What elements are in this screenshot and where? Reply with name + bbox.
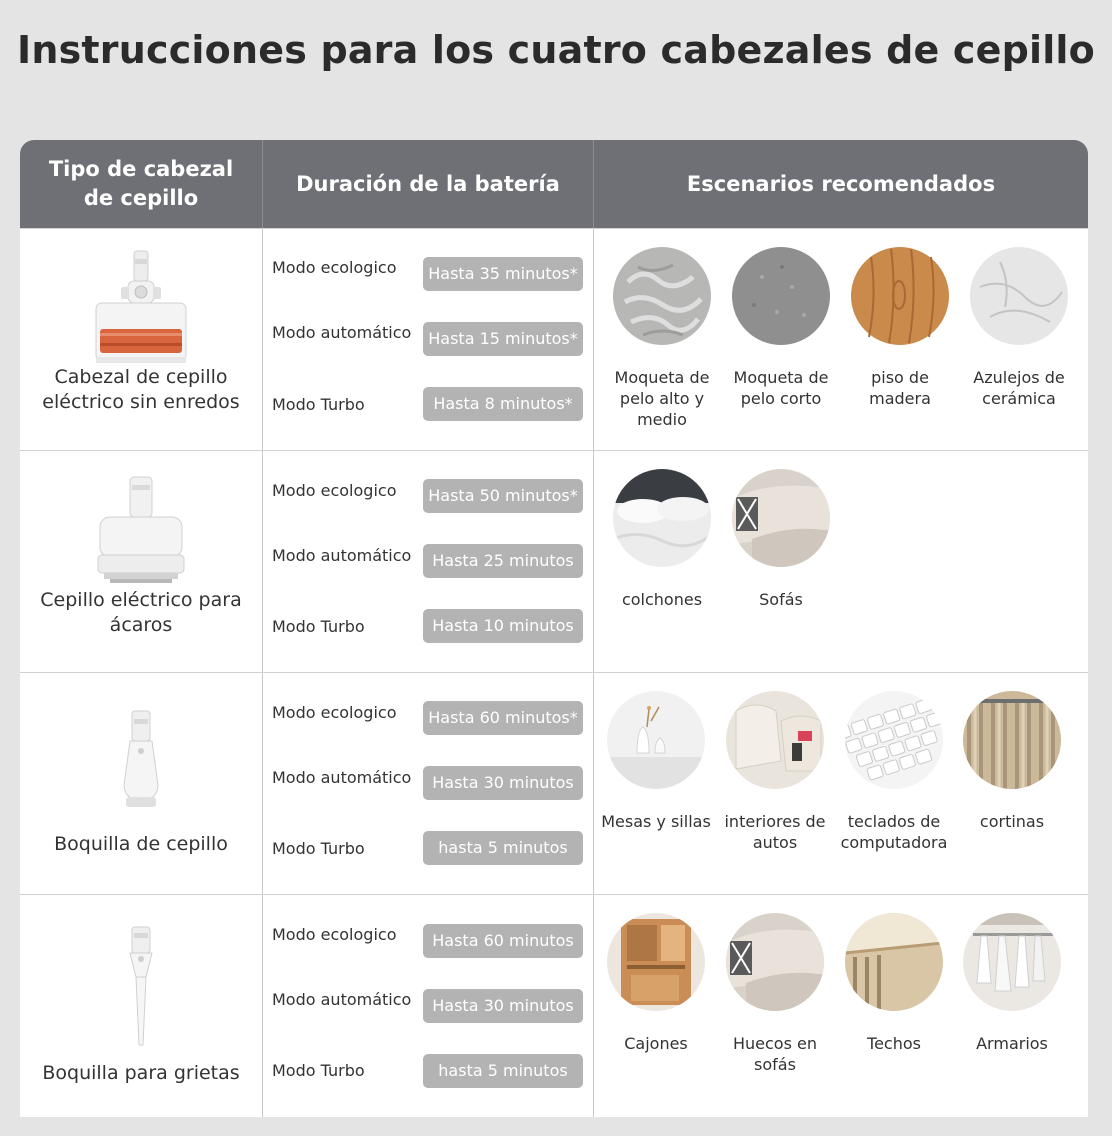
ceiling-image (845, 913, 943, 1011)
brush-head-cell (20, 229, 262, 451)
scenario-item (603, 247, 721, 430)
scenario-label: Moqueta de pelo alto y medio (614, 368, 710, 429)
mode-label: Modo ecologico (272, 481, 397, 500)
battery-time-badge: Hasta 15 minutos* (423, 322, 583, 356)
short-carpet-image (732, 247, 830, 345)
header-battery: Duración de la batería (296, 171, 560, 196)
brush-head-name: Cabezal de cepillo eléctrico sin enredos (42, 366, 240, 413)
scenario-label: Techos (867, 1034, 921, 1053)
table-row (20, 450, 1088, 673)
mode-label: Modo ecologico (272, 258, 397, 277)
brush-head-cell (20, 895, 262, 1117)
battery-time-badge: hasta 5 minutos (423, 831, 583, 865)
scenario-item (603, 469, 721, 610)
battery-time-badge: Hasta 35 minutos* (423, 257, 583, 291)
scenario-item (597, 913, 715, 1054)
battery-time-badge: hasta 5 minutos (423, 1054, 583, 1088)
mode-label: Modo Turbo (272, 1061, 365, 1080)
battery-time-badge: Hasta 50 minutos* (423, 479, 583, 513)
wood-floor-image (851, 247, 949, 345)
mode-label: Modo automático (272, 546, 412, 565)
brush-head-name: Boquilla para grietas (42, 1062, 240, 1084)
sofa-image (732, 469, 830, 567)
mode-label: Modo automático (272, 768, 412, 787)
scenario-item (722, 469, 840, 610)
brush-head-cell (20, 451, 262, 673)
wardrobe-image (963, 913, 1061, 1011)
scenario-item (953, 691, 1071, 832)
scenario-item (960, 247, 1078, 409)
ceramic-tile-image (970, 247, 1068, 345)
header-scenarios: Escenarios recomendados (686, 171, 996, 196)
battery-time-badge: Hasta 60 minutos (423, 924, 583, 958)
scenario-item (841, 247, 959, 409)
brush-head-name: Boquilla de cepillo (54, 833, 228, 855)
scenario-label: Moqueta de pelo corto (733, 368, 829, 408)
anti-tangle-brush-head-image (20, 241, 262, 371)
shag-carpet-image (613, 247, 711, 345)
crevice-nozzle-image (20, 923, 262, 1053)
car-interior-image (726, 691, 824, 789)
table-header (20, 140, 1088, 228)
mode-label: Modo automático (272, 323, 412, 342)
mode-label: Modo ecologico (272, 703, 397, 722)
battery-time-badge: Hasta 30 minutos (423, 989, 583, 1023)
scenario-label: Sofás (759, 590, 803, 609)
scenario-label: Azulejos de cerámica (973, 368, 1065, 408)
header-brush-type: Tipo de cabezal de cepillo (48, 157, 234, 210)
scenario-label: piso de madera (869, 368, 931, 408)
curtains-image (963, 691, 1061, 789)
sofa-gaps-image (726, 913, 824, 1011)
scenario-label: Huecos en sofás (732, 1034, 817, 1074)
scenario-item (716, 913, 834, 1075)
table-chairs-image (607, 691, 705, 789)
scenario-label: colchones (621, 590, 703, 609)
scenario-item (835, 691, 953, 853)
mode-label: Modo Turbo (272, 617, 365, 636)
scenario-item (597, 691, 715, 832)
scenario-item (835, 913, 953, 1054)
battery-time-badge: Hasta 10 minutos (423, 609, 583, 643)
mite-brush-image (20, 463, 262, 593)
scenario-label: Armarios (976, 1034, 1048, 1053)
mode-label: Modo Turbo (272, 395, 365, 414)
scenario-label: cortinas (979, 812, 1045, 831)
brush-head-cell (20, 673, 262, 895)
scenario-label: Cajones (624, 1034, 688, 1053)
brush-nozzle-image (20, 685, 262, 815)
mode-label: Modo ecologico (272, 925, 397, 944)
brush-head-name: Cepillo eléctrico para ácaros (40, 589, 242, 636)
scenario-label: Mesas y sillas (601, 812, 711, 831)
brush-head-table (20, 140, 1088, 1117)
table-row (20, 228, 1088, 451)
battery-time-badge: Hasta 8 minutos* (423, 387, 583, 421)
scenario-item (722, 247, 840, 409)
scenario-label: interiores de autos (724, 812, 826, 852)
scenario-item (953, 913, 1071, 1054)
keyboard-image (845, 691, 943, 789)
page-title: Instrucciones para los cuatro cabezales de cepillo (17, 28, 1095, 72)
table-row (20, 894, 1088, 1117)
mode-label: Modo automático (272, 990, 412, 1009)
scenario-label: teclados de computadora (840, 812, 948, 852)
mattress-image (613, 469, 711, 567)
battery-time-badge: Hasta 25 minutos (423, 544, 583, 578)
mode-label: Modo Turbo (272, 839, 365, 858)
battery-time-badge: Hasta 60 minutos* (423, 701, 583, 735)
drawers-image (607, 913, 705, 1011)
battery-time-badge: Hasta 30 minutos (423, 766, 583, 800)
scenario-item (716, 691, 834, 853)
table-row (20, 672, 1088, 895)
